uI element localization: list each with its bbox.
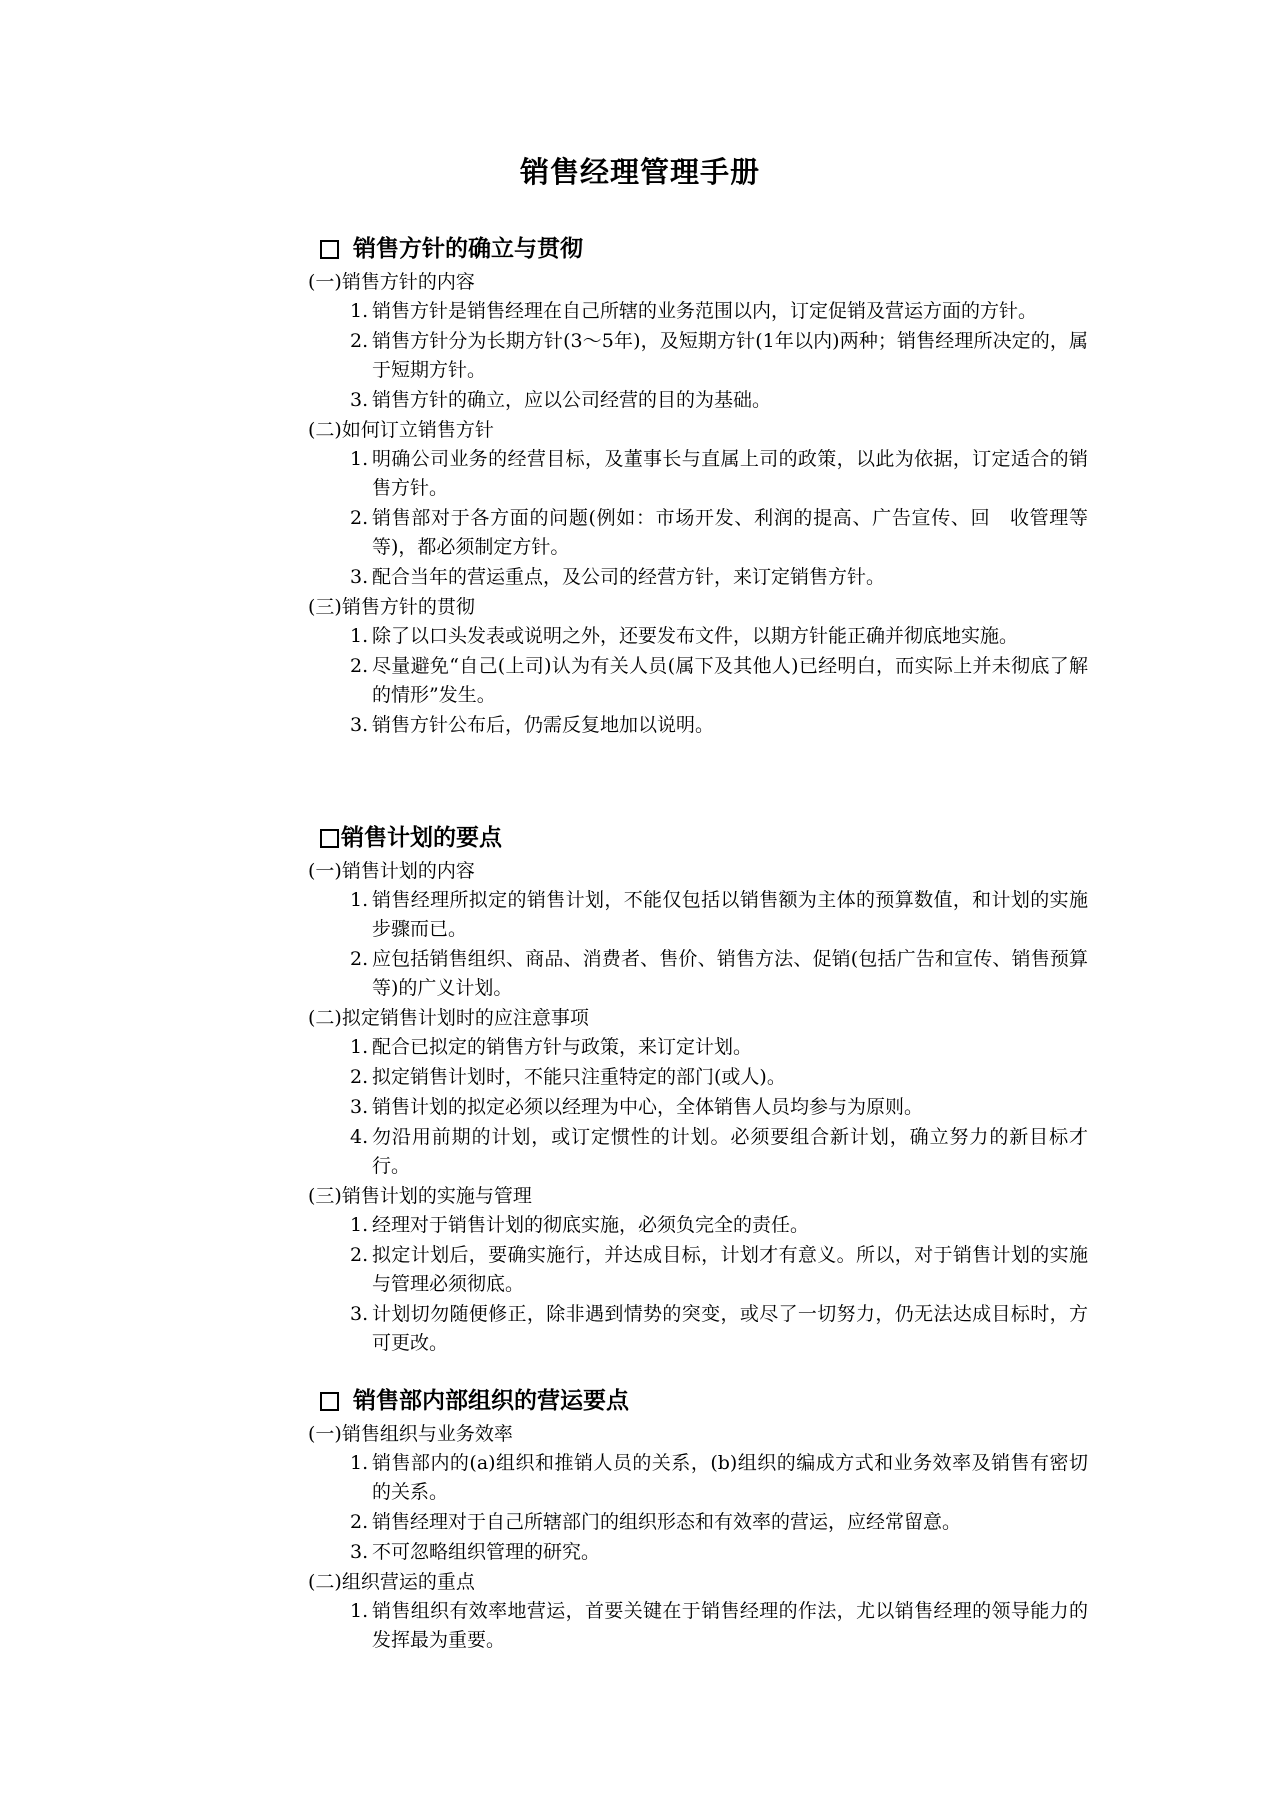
list-item bbox=[350, 445, 1088, 503]
item-number: 2. bbox=[350, 330, 369, 352]
item-number: 3. bbox=[350, 1096, 369, 1118]
subsection-heading: (一)销售方针的内容 bbox=[308, 271, 475, 293]
checkbox-square-icon bbox=[320, 1392, 339, 1411]
list-item bbox=[350, 1033, 1088, 1062]
item-number: 1. bbox=[350, 1600, 369, 1622]
subsection-heading: (二)如何订立销售方针 bbox=[308, 419, 494, 441]
section-sales-policy bbox=[308, 232, 1088, 741]
list-item bbox=[350, 1093, 1088, 1122]
subsection bbox=[308, 268, 1088, 415]
item-list bbox=[308, 297, 1088, 415]
item-text: 销售计划的拟定必须以经理为中心，全体销售人员均参与为原则。 bbox=[372, 1096, 924, 1118]
item-number: 2. bbox=[350, 1066, 369, 1088]
subsection bbox=[308, 1004, 1088, 1181]
subsection bbox=[308, 416, 1088, 592]
list-item bbox=[350, 386, 1088, 415]
list-item bbox=[350, 297, 1088, 326]
list-item bbox=[350, 652, 1088, 710]
item-list bbox=[308, 1597, 1088, 1655]
subsection-heading: (三)销售方针的贯彻 bbox=[308, 596, 475, 618]
item-text: 明确公司业务的经营目标，及董事长与直属上司的政策，以此为依据，订定适合的销售方针。 bbox=[372, 448, 1088, 499]
list-item bbox=[350, 1063, 1088, 1092]
checkbox-square-icon bbox=[320, 829, 339, 848]
subsection-heading: (一)销售组织与业务效率 bbox=[308, 1423, 513, 1445]
item-text: 销售部对于各方面的问题(例如：市场开发、利润的提高、广告宣传、回 收管理等等)，都必须制定方针。 bbox=[372, 507, 1088, 558]
list-item bbox=[350, 563, 1088, 592]
item-text: 应包括销售组织、商品、消费者、售价、销售方法、促销(包括广告和宣传、销售预算等)的广义计划。 bbox=[372, 948, 1088, 999]
item-number: 4. bbox=[350, 1126, 369, 1148]
subsection bbox=[308, 857, 1088, 1003]
list-item bbox=[350, 1241, 1088, 1299]
item-number: 3. bbox=[350, 714, 369, 736]
subsection-heading: (二)拟定销售计划时的应注意事项 bbox=[308, 1007, 589, 1029]
item-text: 计划切勿随便修正，除非遇到情势的突变，或尽了一切努力，仍无法达成目标时，方可更改。 bbox=[372, 1303, 1088, 1354]
list-item bbox=[350, 886, 1088, 944]
item-number: 1. bbox=[350, 300, 369, 322]
list-item bbox=[350, 1211, 1088, 1240]
list-item bbox=[350, 1123, 1088, 1181]
item-text: 勿沿用前期的计划，或订定惯性的计划。必须要组合新计划，确立努力的新目标才行。 bbox=[372, 1126, 1088, 1177]
item-text: 尽量避免“自己(上司)认为有关人员(属下及其他人)已经明白，而实际上并未彻底了解的情形”发生。 bbox=[372, 655, 1088, 706]
item-text: 销售方针的确立，应以公司经营的目的为基础。 bbox=[372, 389, 772, 411]
item-text: 配合已拟定的销售方针与政策，来订定计划。 bbox=[372, 1036, 753, 1058]
item-list bbox=[308, 1211, 1088, 1358]
section-sales-plan bbox=[308, 821, 1088, 1359]
item-number: 1. bbox=[350, 1036, 369, 1058]
list-item bbox=[350, 622, 1088, 651]
section-heading-text: 销售方针的确立与贯彻 bbox=[353, 236, 583, 262]
item-text: 销售经理对于自己所辖部门的组织形态和有效率的营运，应经常留意。 bbox=[372, 1511, 962, 1533]
item-list bbox=[308, 1033, 1088, 1181]
list-item bbox=[350, 1508, 1088, 1537]
item-text: 销售方针公布后，仍需反复地加以说明。 bbox=[372, 714, 715, 736]
subsection bbox=[308, 1568, 1088, 1655]
subsection-heading: (二)组织营运的重点 bbox=[308, 1571, 475, 1593]
subsection bbox=[308, 593, 1088, 740]
item-text: 经理对于销售计划的彻底实施，必须负完全的责任。 bbox=[372, 1214, 810, 1236]
section-heading bbox=[308, 232, 1088, 266]
item-text: 销售部内的(a)组织和推销人员的关系，(b)组织的编成方式和业务效率及销售有密切的关系。 bbox=[372, 1452, 1088, 1503]
item-text: 销售方针是销售经理在自己所辖的业务范围以内，订定促销及营运方面的方针。 bbox=[372, 300, 1038, 322]
subsection bbox=[308, 1182, 1088, 1358]
item-number: 1. bbox=[350, 625, 369, 647]
section-heading bbox=[308, 821, 1088, 855]
checkbox-square-icon bbox=[320, 240, 339, 259]
list-item bbox=[350, 945, 1088, 1003]
list-item bbox=[350, 1597, 1088, 1655]
item-number: 3. bbox=[350, 566, 369, 588]
item-number: 2. bbox=[350, 948, 369, 970]
item-number: 2. bbox=[350, 1244, 369, 1266]
list-item bbox=[350, 1538, 1088, 1567]
item-list bbox=[308, 445, 1088, 592]
list-item bbox=[350, 711, 1088, 740]
item-number: 2. bbox=[350, 655, 369, 677]
subsection-heading: (一)销售计划的内容 bbox=[308, 860, 475, 882]
item-number: 3. bbox=[350, 389, 369, 411]
item-list bbox=[308, 1449, 1088, 1567]
item-number: 2. bbox=[350, 507, 369, 529]
item-text: 拟定销售计划时，不能只注重特定的部门(或人)。 bbox=[372, 1066, 786, 1088]
document-title: 销售经理管理手册 bbox=[519, 155, 760, 189]
item-number: 1. bbox=[350, 448, 369, 470]
item-number: 1. bbox=[350, 1452, 369, 1474]
item-list bbox=[308, 622, 1088, 740]
item-number: 1. bbox=[350, 889, 369, 911]
item-number: 2. bbox=[350, 1511, 369, 1533]
section-sales-organization bbox=[308, 1384, 1088, 1656]
item-text: 除了以口头发表或说明之外，还要发布文件，以期方针能正确并彻底地实施。 bbox=[372, 625, 1019, 647]
section-heading-text: 销售计划的要点 bbox=[341, 825, 502, 851]
subsection bbox=[308, 1420, 1088, 1567]
item-number: 3. bbox=[350, 1541, 369, 1563]
list-item bbox=[350, 327, 1088, 385]
item-text: 销售方针分为长期方针(3～5年)，及短期方针(1年以内)两种；销售经理所决定的，属于短期方针。 bbox=[372, 330, 1088, 381]
section-heading-text: 销售部内部组织的营运要点 bbox=[353, 1388, 629, 1414]
list-item bbox=[350, 1449, 1088, 1507]
subsection-heading: (三)销售计划的实施与管理 bbox=[308, 1185, 532, 1207]
item-text: 拟定计划后，要确实施行，并达成目标，计划才有意义。所以，对于销售计划的实施与管理必须彻底。 bbox=[372, 1244, 1088, 1295]
list-item bbox=[350, 1300, 1088, 1358]
item-number: 3. bbox=[350, 1303, 369, 1325]
section-heading bbox=[308, 1384, 1088, 1418]
item-text: 销售经理所拟定的销售计划，不能仅包括以销售额为主体的预算数值，和计划的实施步骤而已。 bbox=[372, 889, 1088, 940]
item-text: 不可忽略组织管理的研究。 bbox=[372, 1541, 601, 1563]
item-list bbox=[308, 886, 1088, 1003]
item-text: 销售组织有效率地营运，首要关键在于销售经理的作法，尤以销售经理的领导能力的发挥最为重要。 bbox=[372, 1600, 1088, 1651]
item-number: 1. bbox=[350, 1214, 369, 1236]
list-item bbox=[350, 504, 1088, 562]
item-text: 配合当年的营运重点，及公司的经营方针，来订定销售方针。 bbox=[372, 566, 886, 588]
